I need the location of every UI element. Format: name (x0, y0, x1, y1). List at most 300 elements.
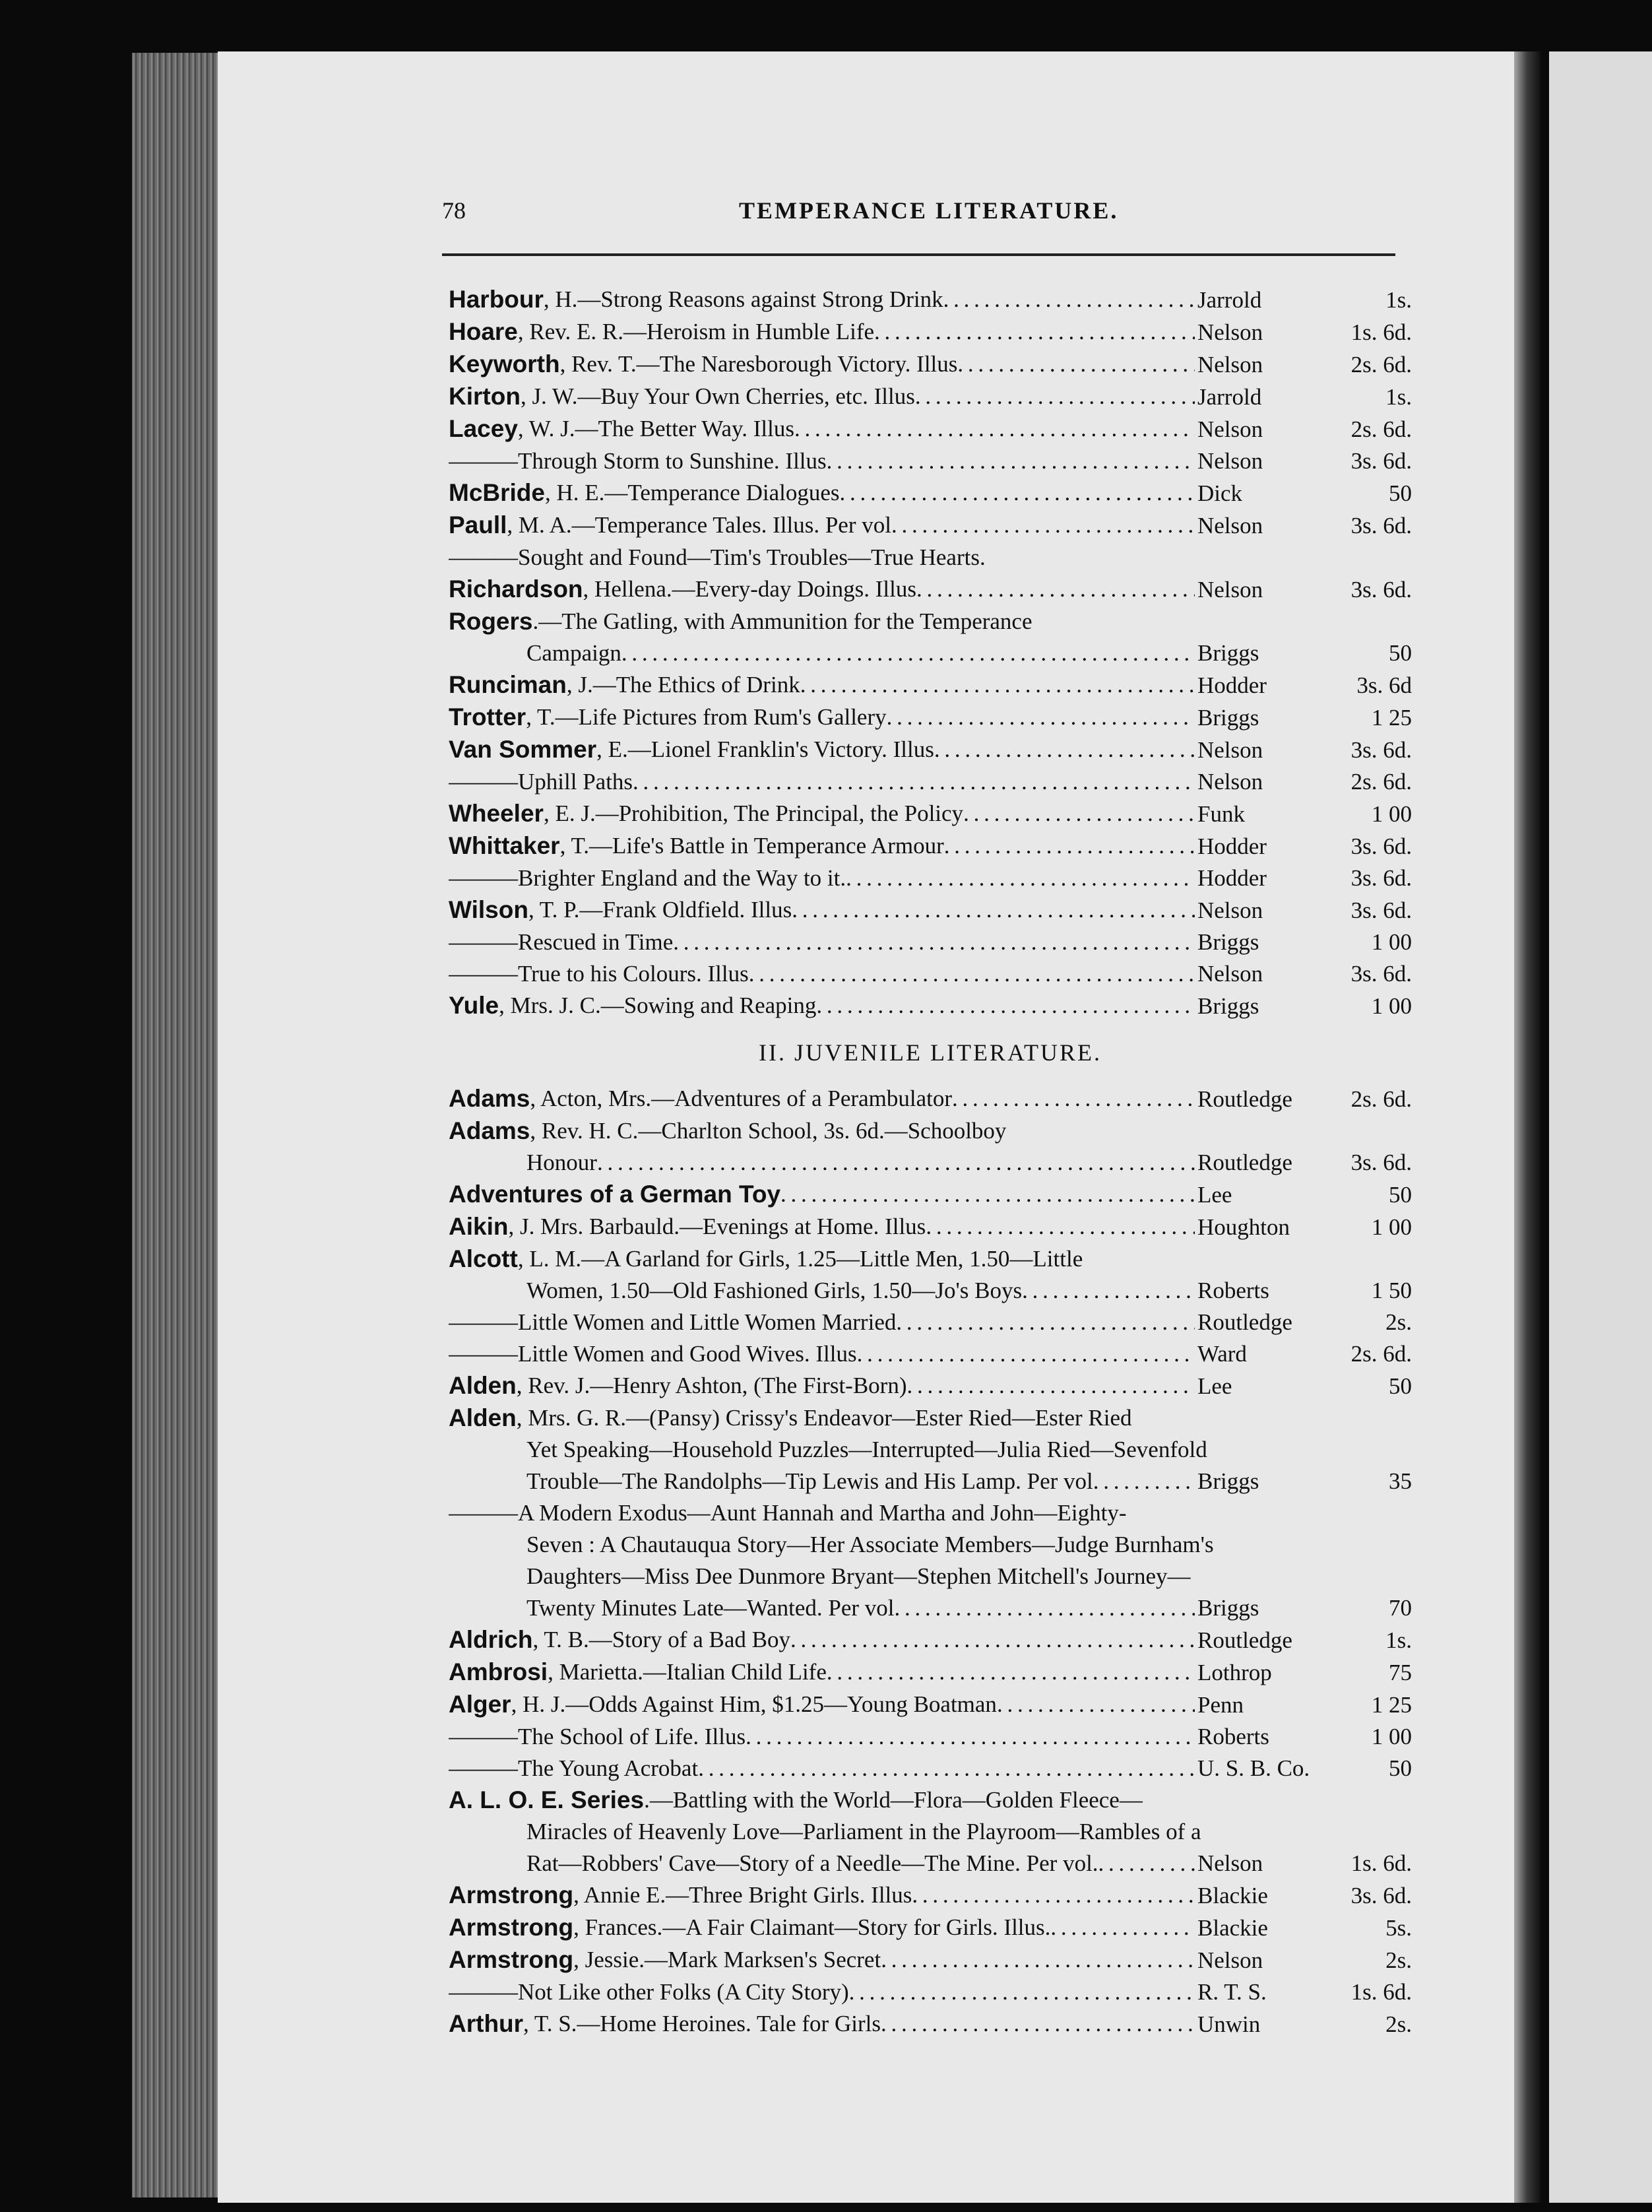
dot-leader (857, 1338, 1195, 1370)
entry-text (449, 1624, 1195, 1656)
entry-price: 3s. 6d. (1350, 1150, 1412, 1175)
catalog-entry (449, 862, 1412, 894)
entry-title: ———True to his Colours. Illus (449, 961, 749, 987)
entry-publisher: Nelson (1197, 1850, 1263, 1876)
entry-title: ———Uphill Paths (449, 769, 633, 795)
entry-publisher: Unwin (1197, 2011, 1261, 2037)
entry-text (449, 862, 1195, 894)
entry-text (449, 1370, 1195, 1402)
entry-price: 2s. (1385, 1947, 1412, 1973)
entry-text (449, 798, 1195, 830)
book-spine (132, 53, 224, 2197)
juvenile-entries-list (449, 1083, 1412, 2040)
entry-line (449, 1592, 1412, 1624)
dot-leader (934, 734, 1195, 765)
entry-author: Adventures of a German Toy (449, 1181, 781, 1208)
entry-price: 1s. (1385, 384, 1412, 410)
catalog-entry (449, 509, 1412, 542)
entry-price: 50 (1389, 1755, 1412, 1781)
entry-title: Miracles of Heavenly Love—Parliament in the Playroom—Rambles of a (526, 1819, 1201, 1844)
entry-line (449, 637, 1412, 669)
entry-text (449, 1083, 1195, 1115)
entry-price: 2s. (1385, 1309, 1412, 1335)
entry-title: Women, 1.50—Old Fashioned Girls, 1.50—Jo's Boys (526, 1278, 1023, 1303)
entry-text (449, 413, 1195, 445)
entry-price: 2s. 6d. (1350, 352, 1412, 377)
entry-publisher: Nelson (1197, 961, 1263, 987)
entry-line (449, 1307, 1412, 1338)
entry-title: , W. J.—The Better Way. Illus (517, 416, 794, 441)
entry-publisher: Briggs (1197, 640, 1259, 666)
dot-leader (749, 958, 1195, 990)
entry-title: .—The Gatling, with Ammunition for the Temperance (532, 608, 1032, 634)
entry-title: Trouble—The Randolphs—Tip Lewis and His Lamp. Per vol (526, 1468, 1093, 1494)
entry-author: Harbour (449, 286, 544, 313)
entry-price: 1s. 6d. (1350, 319, 1412, 345)
entry-price: 50 (1389, 1373, 1412, 1399)
entry-publisher: Penn (1197, 1692, 1244, 1718)
entry-publisher: Briggs (1197, 1468, 1259, 1494)
entry-text (449, 509, 1195, 541)
entry-price: 50 (1389, 1182, 1412, 1208)
dot-leader (997, 1689, 1195, 1720)
catalog-entry (449, 1753, 1412, 1784)
entry-title: ———A Modern Exodus—Aunt Hannah and Martha and John—Eighty- (449, 1500, 1127, 1526)
dot-leader (698, 1753, 1195, 1784)
entry-title: , Acton, Mrs.—Adventures of a Perambulator (530, 1086, 952, 1111)
entry-text (449, 1689, 1195, 1720)
entry-price: 3s. 6d. (1350, 897, 1412, 923)
entry-author: Van Sommer (449, 736, 597, 763)
entry-line (449, 734, 1412, 766)
entry-publisher: Nelson (1197, 448, 1263, 474)
entry-title: , Hellena.—Every-day Doings. Illus (583, 576, 916, 602)
entry-title: ———Not Like other Folks (A City Story) (449, 1979, 849, 2005)
entry-author: McBride (449, 479, 545, 506)
entry-title: Campaign (526, 640, 621, 666)
entry-author: Armstrong (449, 1946, 574, 1973)
entry-title: , H.—Strong Reasons against Strong Drink (543, 286, 943, 312)
entry-line (449, 1561, 1412, 1592)
entry-title: , T.—Life Pictures from Rum's Gallery (526, 704, 887, 730)
catalog-content (449, 284, 1412, 2040)
entry-text (449, 445, 1195, 477)
entry-title: , J.—The Ethics of Drink (566, 672, 800, 698)
entry-text (449, 1912, 1195, 1943)
catalog-entry (449, 894, 1412, 927)
entry-title: , H. E.—Temperance Dialogues (544, 480, 840, 505)
entry-title: , T. B.—Story of a Bad Boy (532, 1627, 790, 1652)
entry-line (449, 1753, 1412, 1784)
catalog-entry (449, 542, 1412, 573)
catalog-entry (449, 734, 1412, 766)
entry-publisher: Nelson (1197, 737, 1263, 763)
catalog-entry (449, 1179, 1412, 1211)
entry-line (449, 1624, 1412, 1656)
dot-leader (1093, 1466, 1195, 1497)
entry-price: 75 (1389, 1660, 1412, 1685)
entry-line (449, 1721, 1412, 1753)
entry-text (449, 2008, 1195, 2040)
entry-line (449, 766, 1412, 798)
entry-text (449, 1115, 1412, 1147)
entry-author: Alcott (449, 1245, 518, 1272)
entry-title: , E. J.—Prohibition, The Principal, the Policy (543, 800, 964, 826)
catalog-entry (449, 348, 1412, 381)
entry-text (449, 1211, 1195, 1243)
entry-title: ———Little Women and Good Wives. Illus (449, 1341, 857, 1367)
entry-line (449, 542, 1412, 573)
entry-line (449, 1466, 1412, 1497)
catalog-entry (449, 1307, 1412, 1338)
entry-text (449, 1784, 1412, 1816)
catalog-entry (449, 1944, 1412, 1976)
entry-text (449, 637, 1195, 669)
catalog-entry (449, 1879, 1412, 1912)
entry-price: 3s. 6d. (1350, 448, 1412, 474)
entry-title: ———Through Storm to Sunshine. Illus (449, 448, 827, 474)
entry-text (449, 1497, 1412, 1529)
catalog-entry (449, 1243, 1412, 1307)
catalog-entry (449, 1784, 1412, 1879)
entry-text (449, 1816, 1412, 1848)
dot-leader (746, 1721, 1195, 1753)
entry-publisher: Nelson (1197, 319, 1263, 345)
entry-price: 2s. (1385, 2011, 1412, 2037)
entry-text (449, 830, 1195, 862)
entry-price: 3s. 6d. (1350, 1883, 1412, 1908)
entry-line (449, 958, 1412, 990)
entry-text (449, 348, 1195, 380)
entry-author: Keyworth (449, 350, 560, 377)
facing-page-edge (1549, 51, 1652, 2203)
entry-text (449, 477, 1195, 509)
entry-publisher: Briggs (1197, 705, 1259, 731)
entry-line (449, 477, 1412, 509)
entry-title: , H. J.—Odds Against Him, $1.25—Young Boatman (511, 1691, 997, 1717)
catalog-entry (449, 284, 1412, 316)
entry-title: ———Little Women and Little Women Married (449, 1309, 897, 1335)
entry-line (449, 830, 1412, 862)
entry-text (449, 1529, 1412, 1561)
entry-title: , Mrs. J. C.—Sowing and Reaping (499, 992, 817, 1018)
entry-text (449, 606, 1412, 637)
entry-text (449, 1147, 1195, 1179)
entry-author: Alden (449, 1372, 517, 1399)
entry-line (449, 1912, 1412, 1944)
dot-leader (895, 1592, 1195, 1624)
entry-publisher: U. S. B. Co. (1197, 1755, 1310, 1781)
dot-leader (794, 413, 1195, 445)
entry-title: .—Battling with the World—Flora—Golden Fleece— (644, 1787, 1143, 1813)
entry-line (449, 509, 1412, 542)
catalog-entry (449, 1656, 1412, 1689)
entry-text (449, 284, 1195, 315)
catalog-entry (449, 701, 1412, 734)
entry-line (449, 1434, 1412, 1466)
entry-line (449, 1275, 1412, 1307)
entry-author: Adams (449, 1085, 530, 1112)
page-gutter (1514, 51, 1541, 2203)
entry-title: ———Brighter England and the Way to it. (449, 865, 846, 891)
entry-author: Trotter (449, 703, 526, 731)
entry-title: Seven : A Chautauqua Story—Her Associate Members—Judge Burnham's (526, 1532, 1214, 1557)
dot-leader (963, 798, 1195, 830)
entry-price: 1s. 6d. (1350, 1979, 1412, 2005)
dot-leader (943, 284, 1195, 315)
dot-leader (597, 1147, 1195, 1179)
entry-price: 1 25 (1371, 1692, 1412, 1718)
entry-author: Alger (449, 1691, 511, 1718)
entry-title: Twenty Minutes Late—Wanted. Per vol (526, 1595, 895, 1621)
entry-text (449, 1976, 1195, 2008)
entry-price: 1s. 6d. (1350, 1850, 1412, 1876)
entry-line (449, 1848, 1412, 1879)
entry-line (449, 284, 1412, 316)
catalog-entry (449, 445, 1412, 477)
entry-title: , L. M.—A Garland for Girls, 1.25—Little Men, 1.50—Little (517, 1246, 1083, 1272)
entry-text (449, 542, 1195, 573)
catalog-entry (449, 1912, 1412, 1944)
entry-author: Aldrich (449, 1626, 533, 1653)
entry-title: Rat—Robbers' Cave—Story of a Needle—The Mine. Per vol. (526, 1850, 1098, 1876)
entry-publisher: Routledge (1197, 1086, 1292, 1112)
entry-publisher: Routledge (1197, 1150, 1292, 1175)
entry-price: 3s. 6d. (1350, 961, 1412, 987)
entry-title: Yet Speaking—Household Puzzles—Interrupted—Julia Ried—Sevenfold (526, 1437, 1207, 1462)
entry-line (449, 573, 1412, 606)
entry-title: , J. Mrs. Barbauld.—Evenings at Home. Illus (508, 1214, 926, 1239)
dot-leader (816, 990, 1195, 1022)
section-title: II. JUVENILE LITERATURE. (759, 1039, 1102, 1066)
entry-title: , T. P.—Frank Oldfield. Illus (528, 897, 792, 923)
entry-price: 3s. 6d (1356, 672, 1412, 698)
entry-author: Yule (449, 992, 499, 1019)
entry-author: Adams (449, 1117, 530, 1144)
entry-author: Rogers (449, 608, 533, 635)
catalog-entry (449, 766, 1412, 798)
dot-leader (915, 381, 1195, 412)
catalog-entry (449, 606, 1412, 669)
entry-line (449, 1083, 1412, 1115)
dot-leader (881, 2008, 1195, 2040)
entry-publisher: Nelson (1197, 577, 1263, 602)
entry-price: 1 00 (1371, 1724, 1412, 1749)
entry-title: , Frances.—A Fair Claimant—Story for Girls. Illus. (573, 1914, 1051, 1940)
dot-leader (952, 1083, 1195, 1115)
catalog-entry (449, 1689, 1412, 1721)
entry-text (449, 927, 1195, 958)
entry-title: Honour (526, 1150, 597, 1175)
entry-price: 3s. 6d. (1350, 865, 1412, 891)
entry-text (449, 1275, 1195, 1307)
entry-author: Hoare (449, 318, 518, 345)
entry-price: 1s. (1385, 287, 1412, 313)
entry-text (449, 894, 1195, 926)
entry-line (449, 894, 1412, 927)
entry-title: , M. A.—Temperance Tales. Illus. Per vol (507, 512, 891, 538)
entry-publisher: Hodder (1197, 833, 1267, 859)
entry-author: Armstrong (449, 1881, 574, 1908)
entry-publisher: Briggs (1197, 929, 1259, 955)
entry-title: Daughters—Miss Dee Dunmore Bryant—Stephen Mitchell's Journey— (526, 1563, 1191, 1589)
entry-price: 1 00 (1371, 1214, 1412, 1240)
entry-price: 35 (1389, 1468, 1412, 1494)
dot-leader (957, 348, 1195, 380)
entry-line (449, 1115, 1412, 1147)
entry-text (449, 1434, 1412, 1466)
entry-line (449, 413, 1412, 445)
entry-line (449, 381, 1412, 413)
entry-publisher: Jarrold (1197, 384, 1262, 410)
entry-text (449, 1848, 1195, 1879)
dot-leader (874, 316, 1195, 348)
catalog-entry (449, 927, 1412, 958)
entry-line (449, 798, 1412, 830)
entry-author: A. L. O. E. Series (449, 1786, 645, 1813)
dot-leader (896, 1307, 1195, 1338)
entry-publisher: Nelson (1197, 769, 1263, 795)
dot-leader (621, 637, 1195, 669)
entry-publisher: Briggs (1197, 993, 1259, 1019)
entry-price: 50 (1389, 640, 1412, 666)
entry-text (449, 1753, 1195, 1784)
entry-title: ———Sought and Found—Tim's Troubles—True Hearts. (449, 544, 986, 570)
entry-line (449, 669, 1412, 701)
entry-text (449, 669, 1195, 701)
entry-publisher: Dick (1197, 480, 1243, 506)
dot-leader (827, 1656, 1195, 1688)
entry-author: Lacey (449, 415, 518, 442)
entry-line (449, 1179, 1412, 1211)
entry-price: 1 25 (1371, 705, 1412, 731)
entry-publisher: Roberts (1197, 1724, 1269, 1749)
entry-line (449, 445, 1412, 477)
entry-text (449, 1592, 1195, 1624)
entry-text (449, 701, 1195, 733)
entry-line (449, 1689, 1412, 1721)
entry-text (449, 1879, 1195, 1911)
catalog-entry (449, 1402, 1412, 1497)
page-number: 78 (442, 197, 466, 224)
running-title: TEMPERANCE LITERATURE. (739, 197, 1119, 224)
entry-title: , T. S.—Home Heroines. Tale for Girls (523, 2011, 881, 2036)
entry-price: 2s. 6d. (1350, 416, 1412, 442)
entry-price: 70 (1389, 1595, 1412, 1621)
dot-leader (1050, 1912, 1195, 1943)
entry-text (449, 1944, 1195, 1976)
entry-price: 3s. 6d. (1350, 737, 1412, 763)
dot-leader (912, 1879, 1195, 1911)
entry-title: , Marietta.—Italian Child Life (548, 1659, 827, 1685)
entry-line (449, 1944, 1412, 1976)
entry-text (449, 573, 1195, 605)
dot-leader (906, 1370, 1195, 1402)
entry-text (449, 316, 1195, 348)
entry-publisher: Nelson (1197, 897, 1263, 923)
entry-author: Wheeler (449, 800, 544, 827)
entry-title: , E.—Lionel Franklin's Victory. Illus (596, 736, 934, 762)
entry-author: Kirton (449, 383, 521, 410)
catalog-entry (449, 1624, 1412, 1656)
entry-title: , Jessie.—Mark Marksen's Secret (573, 1947, 881, 1972)
entry-text (449, 1721, 1195, 1753)
catalog-entry (449, 1115, 1412, 1179)
entry-text (449, 958, 1195, 990)
entry-price: 2s. 6d. (1350, 769, 1412, 795)
catalog-entry (449, 1370, 1412, 1402)
entry-price: 3s. 6d. (1350, 513, 1412, 538)
entry-publisher: Lee (1197, 1373, 1232, 1399)
entry-publisher: Lee (1197, 1182, 1232, 1208)
entry-line (449, 1402, 1412, 1434)
dot-leader (846, 862, 1195, 894)
catalog-entry (449, 830, 1412, 862)
entry-line (449, 348, 1412, 381)
catalog-entry (449, 1083, 1412, 1115)
page-header (442, 191, 1405, 238)
entry-author: Arthur (449, 2010, 524, 2037)
entry-line (449, 862, 1412, 894)
header-rule (442, 253, 1395, 256)
entry-publisher: Hodder (1197, 865, 1267, 891)
entry-text (449, 1561, 1412, 1592)
entry-publisher: Nelson (1197, 1947, 1263, 1973)
entry-text (449, 1179, 1195, 1210)
dot-leader (780, 1179, 1195, 1210)
dot-leader (1098, 1848, 1195, 1879)
entry-text (449, 990, 1195, 1022)
entry-author: Runciman (449, 671, 567, 698)
entry-publisher: Ward (1197, 1341, 1247, 1367)
entry-publisher: Routledge (1197, 1309, 1292, 1335)
catalog-entry (449, 2008, 1412, 2040)
entry-line (449, 990, 1412, 1022)
catalog-entry (449, 381, 1412, 413)
entry-price: 1 00 (1371, 993, 1412, 1019)
entry-text (449, 1656, 1195, 1688)
entry-line (449, 1211, 1412, 1243)
entry-author: Richardson (449, 575, 583, 602)
entry-line (449, 316, 1412, 348)
entry-line (449, 606, 1412, 637)
entry-publisher: Nelson (1197, 513, 1263, 538)
entry-price: 1 00 (1371, 929, 1412, 955)
catalog-entry (449, 413, 1412, 445)
catalog-entry (449, 477, 1412, 509)
entry-line (449, 1147, 1412, 1179)
catalog-entry (449, 573, 1412, 606)
entry-price: 5s. (1385, 1915, 1412, 1941)
entry-price: 1 50 (1371, 1278, 1412, 1303)
catalog-entry (449, 1497, 1412, 1624)
entry-line (449, 1784, 1412, 1816)
entry-title: , T.—Life's Battle in Temperance Armour (559, 833, 944, 859)
catalog-entry (449, 1976, 1412, 2008)
entry-publisher: Nelson (1197, 352, 1263, 377)
catalog-entry (449, 798, 1412, 830)
dot-leader (827, 445, 1195, 477)
dot-leader (881, 1944, 1195, 1976)
dot-leader (800, 669, 1195, 701)
dot-leader (944, 830, 1195, 862)
entry-author: Wilson (449, 896, 528, 923)
entry-price: 50 (1389, 480, 1412, 506)
catalog-entry (449, 669, 1412, 701)
dot-leader (790, 1624, 1195, 1656)
catalog-entry (449, 316, 1412, 348)
dot-leader (792, 894, 1195, 926)
